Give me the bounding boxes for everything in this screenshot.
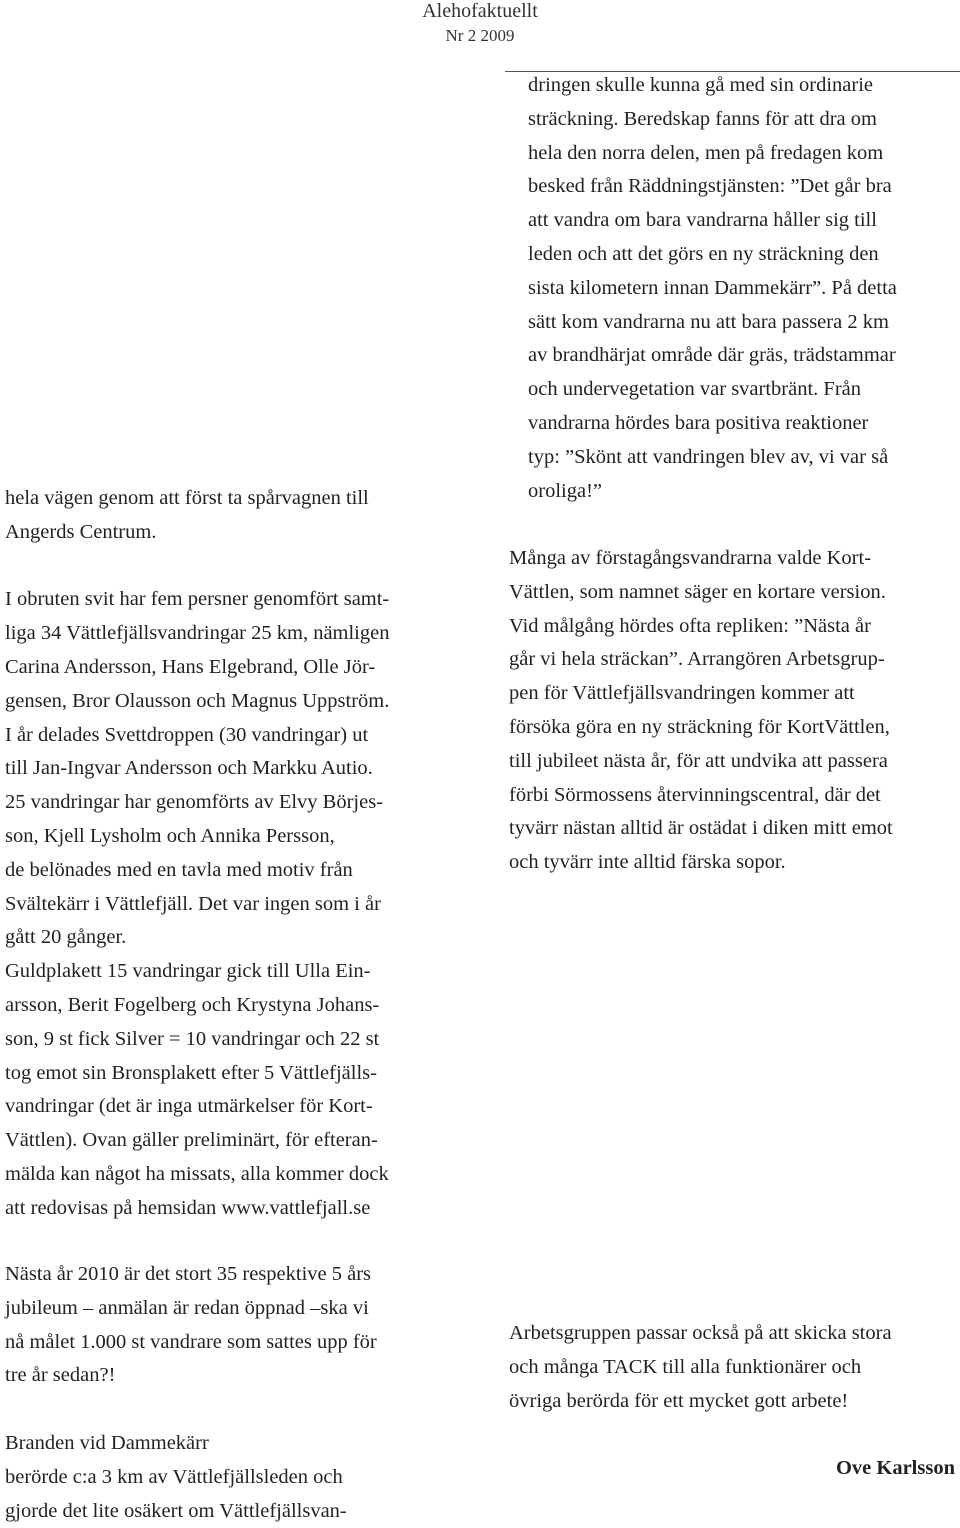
text-line: att vandra om bara vandrarna håller sig till: [528, 209, 877, 232]
text-line: Nästa år 2010 är det stort 35 respektive 5 års: [5, 1263, 372, 1285]
text-line: till Jan-Ingvar Andersson och Markku Autio.: [5, 757, 373, 780]
text-line: övriga berörda för ett mycket gott arbete!: [509, 1389, 849, 1412]
text-line: typ: ”Skönt att vandringen blev av, vi var så: [528, 445, 889, 468]
text-line: berörde c:a 3 km av Vättlefjällsleden och: [5, 1465, 343, 1488]
text-line: arsson, Berit Fogelberg och Krystyna Johans-: [5, 993, 380, 1016]
text-line: till jubileet nästa år, för att undvika att passera: [509, 749, 888, 772]
text-line: [5, 550, 389, 584]
text-line: hela vägen genom att först ta spårvagnen till: [5, 487, 369, 509]
text-line: mälda kan något ha missats, alla kommer dock: [5, 1162, 389, 1185]
text-line: Guldplakett 15 vandringar gick till Ulla Ein-: [5, 960, 371, 983]
text-line: försöka göra en ny sträckning för KortVättlen,: [509, 715, 890, 738]
text-line: Branden vid Dammekärr: [5, 1431, 209, 1454]
text-line: son, 9 st fick Silver = 10 vandringar och 22 st: [5, 1027, 380, 1050]
text-line: pen för Vättlefjällsvandringen kommer att: [509, 682, 855, 705]
text-line: 25 vandringar har genomförts av Elvy Börjes-: [5, 791, 384, 814]
text-line: hela den norra delen, men på fredagen kom: [528, 141, 884, 164]
left-column-top: [5, 482, 389, 1226]
text-line: och många TACK till alla funktionärer och: [509, 1355, 862, 1378]
text-line: tog emot sin Bronsplakett efter 5 Vättlefjälls-: [5, 1061, 377, 1084]
issue-number: Nr 2 2009: [445, 26, 515, 45]
text-line: jubileum – anmälan är redan öppnad –ska vi: [5, 1296, 369, 1319]
text-line: oroliga!”: [528, 479, 602, 502]
text-line: förbi Sörmossens återvinningscentral, där det: [509, 783, 881, 806]
text-line: Vättlen, som namnet säger en kortare version.: [509, 580, 886, 603]
text-line: Carina Andersson, Hans Elgebrand, Olle Jör-: [5, 655, 376, 678]
right-column-bottom: [509, 1317, 892, 1418]
text-line: sträckning. Beredskap fanns för att dra om: [528, 107, 877, 130]
text-line: de belönades med en tavla med motiv från: [5, 858, 353, 881]
text-line: tyvärr nästan alltid är ostädat i diken mitt emot: [509, 817, 893, 840]
text-line: vandringar (det är inga utmärkelser för Kort-: [5, 1095, 373, 1118]
text-line: Många av förstagångsvandrarna valde Kort-: [509, 547, 872, 569]
text-line: gensen, Bror Olausson och Magnus Uppström.: [5, 689, 390, 712]
text-line: vandrarna hördes bara positiva reaktioner: [528, 411, 869, 434]
text-line: tre år sedan?!: [5, 1364, 116, 1387]
text-line: att redovisas på hemsidan www.vattlefjall.se: [5, 1196, 371, 1219]
text-line: I obruten svit har fem persner genomfört samt-: [5, 588, 390, 611]
text-line: Svältekärr i Vättlefjäll. Det var ingen som i år: [5, 892, 381, 915]
text-line: son, Kjell Lysholm och Annika Persson,: [5, 824, 335, 847]
left-column-bottom: [5, 1258, 377, 1528]
right-column-middle: [509, 542, 893, 880]
publication-title: Alehofaktuellt: [422, 0, 538, 22]
text-line: besked från Räddningstjänsten: ”Det går bra: [528, 175, 892, 198]
text-line: sista kilometern innan Dammekärr”. På detta: [528, 276, 897, 299]
text-line: gjorde det lite osäkert om Vättlefjällsvan-: [5, 1499, 347, 1522]
page-header: [0, 0, 960, 46]
text-line: av brandhärjat område där gräs, trädstammar: [528, 344, 896, 367]
text-line: Arbetsgruppen passar också på att skicka stora: [509, 1322, 892, 1344]
text-line: och tyvärr inte alltid färska sopor.: [509, 851, 786, 874]
text-line: [5, 1393, 377, 1427]
text-line: Vättlen). Ovan gäller preliminärt, för efteran-: [5, 1129, 378, 1152]
text-line: går vi hela sträckan”. Arrangören Arbetsgrup-: [509, 648, 885, 671]
text-line: leden och att det görs en ny sträckning den: [528, 242, 879, 265]
text-line: dringen skulle kunna gå med sin ordinarie: [528, 74, 873, 96]
text-line: och undervegetation var svartbränt. Från: [528, 378, 862, 401]
text-line: sätt kom vandrarna nu att bara passera 2 km: [528, 310, 889, 333]
text-line: I år delades Svettdroppen (30 vandringar) ut: [5, 723, 369, 746]
signature: Ove Karlsson: [835, 1457, 955, 1479]
text-line: nå målet 1.000 st vandrare som sattes upp för: [5, 1330, 377, 1353]
text-line: Angerds Centrum.: [5, 520, 157, 543]
text-line: gått 20 gånger.: [5, 926, 127, 949]
right-column-top: [528, 69, 897, 508]
text-line: Vid målgång hördes ofta repliken: ”Nästa år: [509, 614, 871, 637]
text-line: liga 34 Vättlefjällsvandringar 25 km, nämligen: [5, 622, 390, 645]
